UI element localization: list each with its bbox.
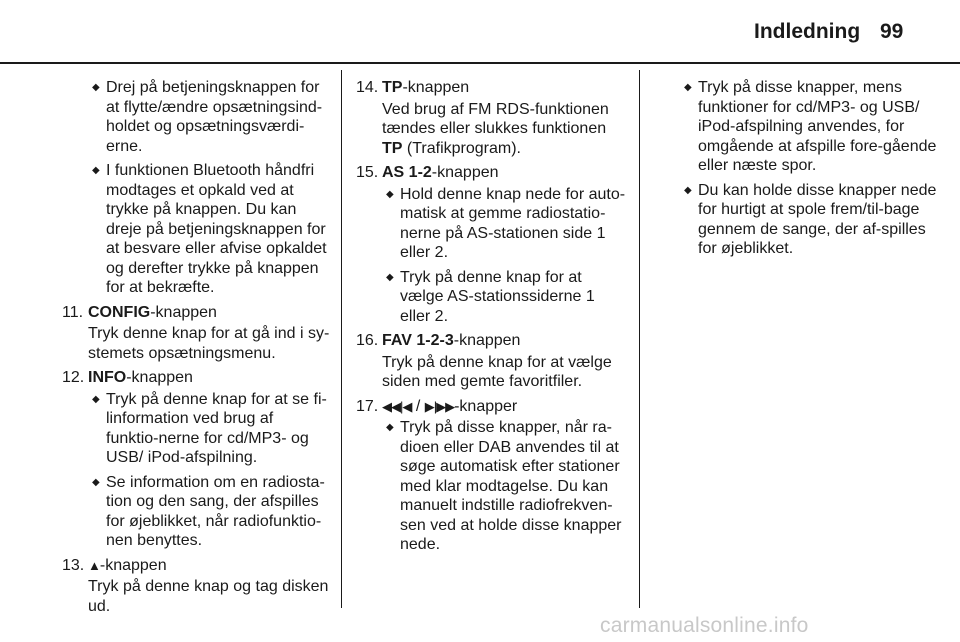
seek-back-icon: ◀◀|◀ [382,398,412,414]
diamond-bullet-icon: ◆ [386,271,394,283]
item-description: Tryk på denne knap og tag disken ud. [88,578,329,615]
diamond-bullet-icon: ◆ [684,184,692,196]
list-item: ◆ Hold denne knap nede for auto-matisk at gemme radiostatio-nerne på AS-stationen side 1 eller 2. [386,185,626,261]
numbered-item-17: 17. ◀◀|◀ / ▶|▶▶-knapper [356,397,518,415]
list-item: ◆ Se information om en radiosta-tion og den sang, der afspilles for øjeblikket, når radiofunktio-nen benyttes. [92,473,325,549]
diamond-bullet-icon: ◆ [92,82,100,93]
list-item: ◆ Tryk på denne knap for at vælge AS-stationssiderne 1 eller 2. [386,268,595,325]
watermark: carmanualsonline.info [600,614,809,637]
column-left [62,78,330,621]
page-header [0,20,960,50]
diamond-bullet-icon: ◆ [386,422,394,433]
numbered-item-14: 14. TP-knappen [356,79,470,96]
diamond-bullet-icon: ◆ [684,82,692,93]
item-description: Ved brug af FM RDS-funktionen tændes eller slukkes funktionen TP (Trafikprogram). [382,100,609,157]
diamond-bullet-icon: ◆ [386,188,394,200]
numbered-item-12: 12. INFO-knappen [62,369,193,386]
seek-forward-icon: ▶|▶▶ [424,398,455,414]
list-item: ◆ Tryk på denne knap for at se fi-linformation ved brug af funktio-nerne for cd/MP3- og USB/ iPod-afspilning. [92,390,327,466]
item-description: Tryk denne knap for at gå ind i sy-stemets opsætningsmenu. [88,325,330,362]
diamond-bullet-icon: ◆ [92,165,100,176]
numbered-item-16: 16. FAV 1-2-3-knappen [356,332,521,349]
list-item: ◆ Drej på betjeningsknappen for at flytte/ændre opsætningsind-holdet og opsætningsværdi-erne. [92,79,323,155]
numbered-item-15: 15. AS 1-2-knappen [356,164,499,181]
header-rule [0,62,960,64]
list-item: ◆ Du kan holde disse knapper nede for hurtigt at spole frem/til-bage gennem de sange, der af-spilles for øjeblikket. [684,181,937,257]
column-divider [341,70,342,608]
numbered-item-11: 11. CONFIG-knappen [62,303,217,321]
column-divider [639,70,640,608]
page-number: 99 [880,20,904,43]
diamond-bullet-icon: ◆ [92,476,100,488]
list-item: ◆ Tryk på disse knapper, mens funktioner for cd/MP3- og USB/ iPod-afspilning anvendes, for omgående at afspille fore-gående eller næste spor. [684,79,937,174]
eject-icon: ▲ [88,557,100,573]
list-item: ◆ Tryk på disse knapper, når ra-dioen eller DAB anvendes til at søge automatisk efter stationer med klar modtagelse. Du kan manuelt indstille radiofrekven-sen ved at holde disse knapper nede. [386,419,622,553]
list-item: ◆ I funktionen Bluetooth håndfri modtages et opkald ved at trykke på knappen. Du kan dreje på betjeningsknappen for at besvare eller afvise opkaldet og derefter trykke på knappen for at bekræfte. [92,162,327,296]
column-right [680,78,948,264]
chapter-title: Indledning [754,20,861,43]
diamond-bullet-icon: ◆ [92,393,100,405]
numbered-item-13: 13. ▲-knappen [62,556,167,574]
item-description: Tryk på denne knap for at vælge siden med gemte favoritfiler. [382,353,612,390]
column-middle [356,78,628,560]
